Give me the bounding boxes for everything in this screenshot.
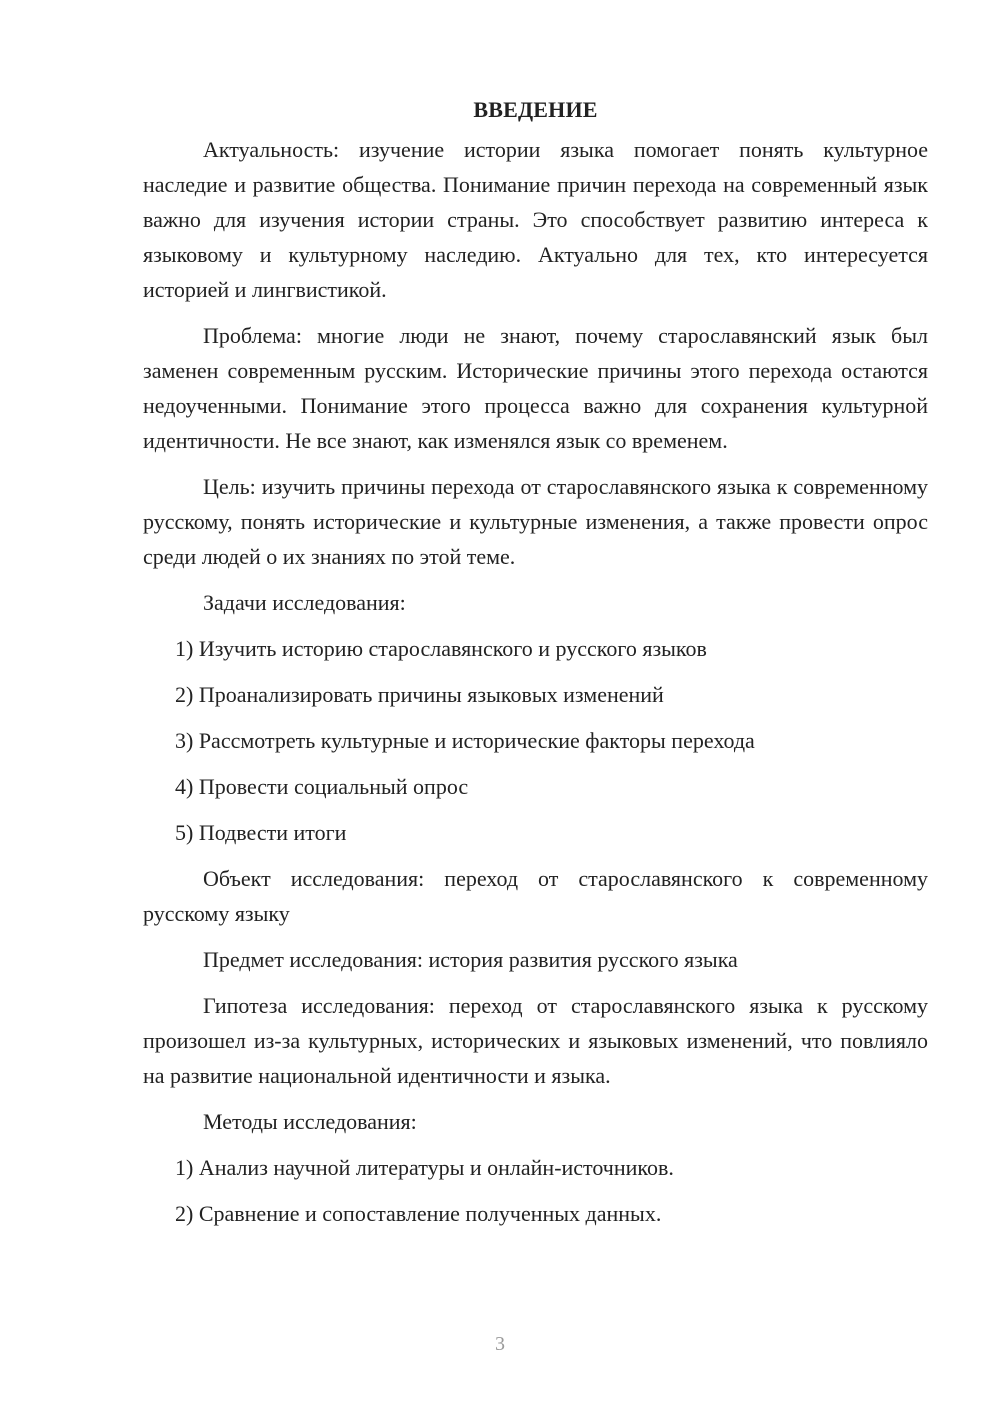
methods-heading: Методы исследования:	[203, 1109, 417, 1134]
tasks-heading: Задачи исследования:	[203, 590, 406, 615]
subject-paragraph: Предмет исследования: история развития русского языка	[203, 947, 738, 972]
problem-paragraph: Проблема: многие люди не знают, почему старославянский язык был заменен современным русским. Исторические причины этого перехода остаются недоученными. Понимание этого процесса важно для сохранения культурной идентичности. Не все знают, как изменялся язык со временем.	[143, 323, 928, 453]
task-item: 4) Провести социальный опрос	[175, 774, 469, 799]
goal-paragraph: Цель: изучить причины перехода от старославянского языка к современному русскому, понять исторические и культурные изменения, а также провести опрос среди людей о их знаниях по этой теме.	[143, 474, 928, 569]
method-item: 1) Анализ научной литературы и онлайн-источников.	[175, 1155, 674, 1180]
section-title: ВВЕДЕНИЕ	[473, 97, 598, 122]
task-item: 3) Рассмотреть культурные и исторические факторы перехода	[175, 728, 755, 753]
document-page	[143, 92, 928, 1242]
relevance-paragraph: Актуальность: изучение истории языка помогает понять культурное наследие и развитие общества. Понимание причин перехода на современный язык важно для изучения истории страны. Это способствует развитию интереса к языковому и культурному наследию. Актуально для тех, кто интересуется историей и лингвистикой.	[143, 137, 928, 302]
task-item: 5) Подвести итоги	[175, 820, 347, 845]
task-item: 1) Изучить историю старославянского и русского языков	[175, 636, 707, 661]
page-number: 3	[495, 1333, 505, 1355]
hypothesis-paragraph: Гипотеза исследования: переход от старославянского языка к русскому произошел из-за культурных, исторических и языковых изменений, что повлияло на развитие национальной идентичности и языка.	[143, 993, 928, 1088]
task-item: 2) Проанализировать причины языковых изменений	[175, 682, 664, 707]
method-item: 2) Сравнение и сопоставление полученных данных.	[175, 1201, 662, 1226]
object-paragraph: Объект исследования: переход от старославянского к современному русскому языку	[143, 866, 928, 926]
